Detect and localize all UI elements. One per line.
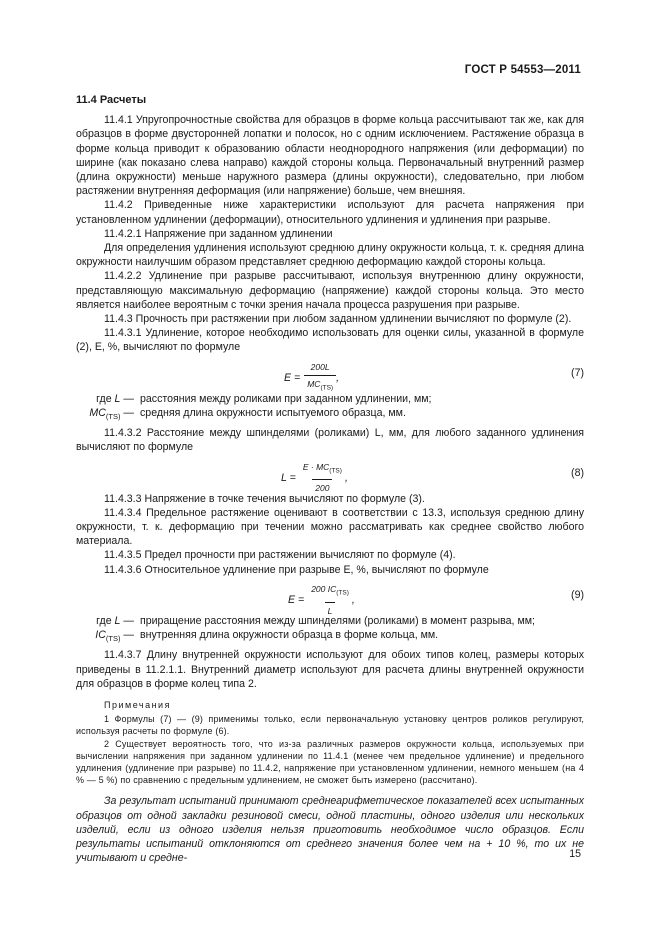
definition-dash: — — [123, 614, 134, 627]
formula-9-numerator — [308, 582, 352, 602]
formula-8 — [76, 458, 584, 494]
section-title: 11.4 Расчеты — [76, 94, 147, 106]
formula-7-den-sub: (TS) — [320, 384, 334, 392]
paragraph-11-4-1: 11.4.1 Упругопрочностные свойства для образцов в форме кольца рассчитывают так же, как для образцов в форме двусторонней лопатки и полосок, но с одним исключением. Растяжение образца в форме кольца приводит к образованию области неоднородного напряжения (или деформации) по ширине (как показано слева направо) каждой стороны кольца. Первоначальный внутренний размер (длина окружности) меньше наружного размера (длины окружности), следовательно, при любом растяжении внутренняя деформация (или напряжение) больше, чем внешняя. — [76, 114, 584, 198]
final-paragraph: За результат испытаний принимают среднеарифметическое показателей всех испытанных образцов от одной закладки резиновой смеси, одной пластины, одного изделия или нескольких изделий, если из одного изделия нельзя приготовить необходимое число образцов. Если результаты испытаний отклоняются от среднего значения более чем на + 10 %, то их не учитывают и средне- — [76, 795, 584, 865]
definition-dash: — — [123, 629, 134, 641]
formula-7-den-main: MC — [307, 378, 321, 389]
symbol-L: L — [114, 392, 121, 405]
paragraph-11-4-3: 11.4.3 Прочность при растяжении при любом заданном удлинении вычисляют по формуле (2). — [104, 313, 572, 326]
definition-text: внутренняя длина окружности образца в форме кольца, мм. — [140, 629, 439, 641]
formula-8-num-main: E · MC — [302, 461, 330, 472]
formula-9-fraction — [308, 582, 352, 618]
formula-7-lhs: E = — [284, 371, 301, 384]
formula-7-denominator — [304, 375, 336, 396]
paragraph-11-4-3-2: 11.4.3.2 Расстояние между шпинделями (роликами) L, мм, для любого заданного удлинения вычисляют по формуле — [76, 427, 584, 454]
symbol-main: MC — [89, 406, 106, 419]
formula-9-denominator: L — [325, 602, 336, 618]
formula-8-num-sub: (TS) — [329, 467, 342, 475]
formula-7 — [76, 358, 584, 392]
paragraph-11-4-2-2: 11.4.2.2 Удлинение при разрыве рассчитывают, используя внутреннюю длину окружности, представляющую максимальную деформацию (напряжение) каждой стороны кольца. Это место является наиболее вероятным с точки зрения начала процесса разрушения при разрыве. — [76, 270, 584, 311]
definition-symbol — [76, 614, 140, 628]
formula-9-tail: , — [351, 593, 355, 606]
definition-prefix: где — [96, 392, 112, 405]
paragraph-11-4-3-5: 11.4.3.5 Предел прочности при растяжении вычисляют по формуле (4). — [104, 549, 456, 562]
paragraph-11-4-3-3: 11.4.3.3 Напряжение в точке течения вычисляют по формуле (3). — [104, 492, 425, 505]
formula-9-definitions — [76, 614, 584, 647]
paragraph-11-4-3-6: 11.4.3.6 Относительное удлинение при разрыве E, %, вычисляют по формуле — [104, 563, 489, 576]
formula-7-fraction — [304, 360, 336, 396]
symbol-sub: (TS) — [105, 634, 121, 644]
standard-header: ГОСТ Р 54553—2011 — [464, 64, 581, 76]
formula-9-num-main: 200 IC — [311, 583, 337, 594]
formula-9-num-sub: (TS) — [336, 589, 349, 597]
page-content — [76, 93, 584, 865]
paragraph-11-4-3-7: 11.4.3.7 Длину внутренней окружности используют для обоих типов колец, размеры которых приведены в 11.2.1.1. Внутренний диаметр используют для расчета длины внутренней окружности для образцов в форме колец типа 2. — [76, 649, 584, 690]
definition-symbol — [76, 628, 140, 646]
formula-9-number: (9) — [571, 588, 584, 601]
formula-8-fraction — [300, 460, 345, 496]
symbol-sub: (TS) — [105, 411, 121, 421]
formula-7-number: (7) — [571, 366, 584, 379]
paragraph-11-4-3-1: 11.4.3.1 Удлинение, которое необходимо использовать для оценки силы, указанной в формуле (2), E, %, вычисляют по формуле — [76, 327, 584, 354]
formula-7-expression — [284, 360, 339, 396]
definition-dash: — — [123, 406, 134, 419]
definition-symbol — [76, 392, 140, 406]
symbol-main: IC — [95, 629, 106, 641]
paragraph-11-4-2: 11.4.2 Приведенные ниже характеристики используют для расчета напряжения при установленном удлинении (деформации), относительного удлинения и удлинения при разрыве. — [76, 199, 584, 226]
symbol-MC — [89, 407, 120, 419]
definition-symbol — [76, 406, 140, 424]
formula-7-definitions — [76, 392, 584, 425]
formula-8-denominator: 200 — [312, 479, 332, 495]
definition-text: приращение расстояния между шпинделями (роликами) в момент разрыва, мм; — [140, 614, 535, 627]
definition-prefix: где — [96, 614, 112, 627]
formula-9-expression — [288, 582, 355, 618]
formula-8-expression — [281, 460, 348, 496]
formula-7-tail: , — [336, 371, 340, 384]
symbol-IC — [95, 629, 121, 644]
symbol-L: L — [114, 614, 121, 627]
note-2: 2 Существует вероятность того, что из-за различных размеров окружности кольца, используемых при вычислении напряжения при заданном удлинении по 11.4.1 (менее чем предельное удлинение) и предельного удлинения (удлинение при разрыве) по 11.4.2, напряжение при установленном удлинении, немного меньшем (на 4 % — 5 %) по сравнению с предельным удлинением, не сможет быть измерено (рассчитано). — [76, 738, 584, 786]
formula-8-lhs: L = — [281, 471, 296, 484]
formula-9-lhs: E = — [288, 593, 305, 606]
definition-row — [76, 628, 584, 646]
notes-block — [76, 699, 584, 786]
paragraph-elongation-definition: Для определения удлинения используют среднюю длину окружности кольца, т. к. средняя длина окружности наилучшим образом представляет среднюю деформацию каждой стороны кольца. — [76, 242, 584, 269]
formula-8-number: (8) — [571, 466, 584, 479]
definition-text: средняя длина окружности испытуемого образца, мм. — [140, 406, 406, 419]
paragraph-11-4-2-1: 11.4.2.1 Напряжение при заданном удлинении — [104, 227, 333, 240]
formula-8-numerator — [300, 460, 345, 480]
definition-text: расстояния между роликами при заданном удлинении, мм; — [140, 392, 432, 405]
paragraph-11-4-3-4: 11.4.3.4 Предельное растяжение оценивают в соответствии с 13.3, используя среднюю длину окружности, т. к. деформацию при течении можно рассматривать как среднее свойство любого материала. — [76, 506, 584, 548]
definition-row — [76, 406, 584, 424]
page-number: 15 — [569, 848, 581, 860]
notes-title: Примечания — [104, 699, 171, 710]
note-1: 1 Формулы (7) — (9) применимы только, если первоначальную установку центров роликов регулируют, используя расчеты по формуле (6). — [76, 714, 584, 737]
formula-9 — [76, 580, 584, 616]
formula-7-numerator: 200L — [310, 361, 330, 372]
formula-8-tail: , — [344, 471, 348, 484]
definition-dash: — — [123, 392, 134, 405]
